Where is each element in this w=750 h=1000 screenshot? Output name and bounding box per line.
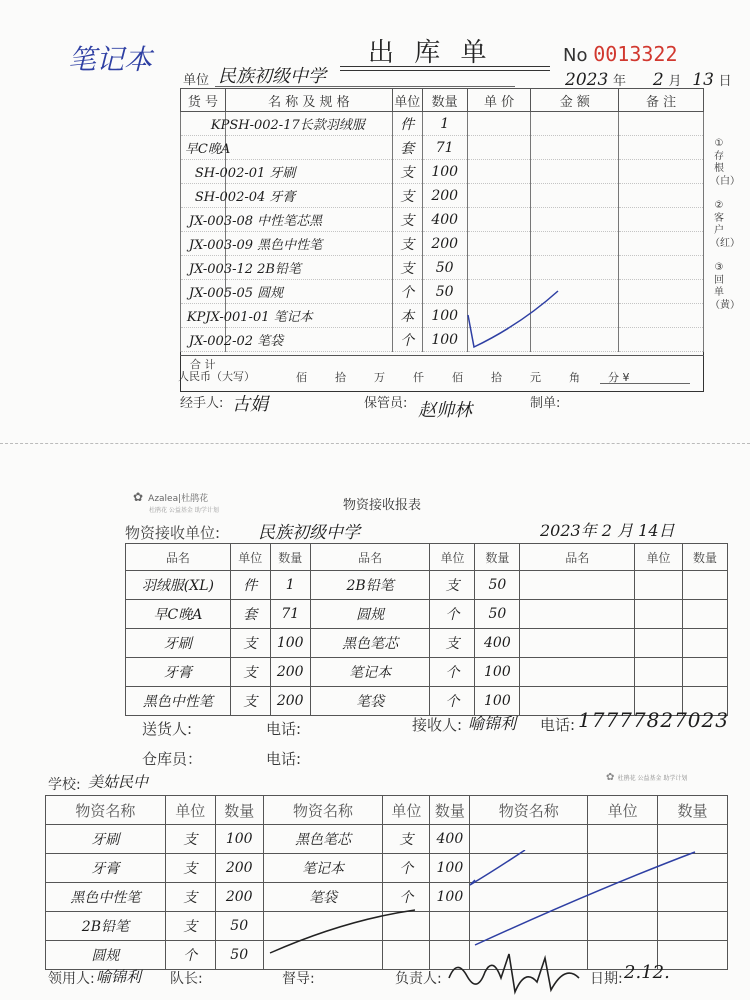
handler-signature: 古娟 <box>232 394 268 415</box>
date-label: 日期: <box>590 971 623 987</box>
table-cell: 牙膏 <box>126 658 231 687</box>
column-header: 数量 <box>215 796 263 825</box>
table-cell: 黑色中性笔 <box>126 687 231 716</box>
table-cell: 笔袋 <box>310 687 430 716</box>
column-header: 数量 <box>270 544 310 571</box>
table-cell: 支 <box>165 883 215 912</box>
table-cell: 50 <box>475 571 520 600</box>
legend-char: （黄） <box>710 299 740 311</box>
slip3-header-row <box>46 796 728 825</box>
qty-cell: 50 <box>422 280 467 304</box>
slip1-date: 2023 年 2 月 13 日 <box>565 70 732 90</box>
remark-cell <box>619 136 704 160</box>
amount-cell <box>531 136 619 160</box>
receiver-label: 接收人: <box>412 716 463 734</box>
column-header: 数量 <box>475 544 520 571</box>
qty-cell: 1 <box>422 112 467 136</box>
unit-value: 民族初级中学 <box>218 66 326 87</box>
date-value: 2.12. <box>624 962 670 983</box>
responsible-label: 负责人: <box>395 971 442 987</box>
column-header: 数量 <box>430 796 470 825</box>
table-cell <box>520 600 635 629</box>
name-spec-cell: SH-002-04 牙膏 <box>225 184 392 208</box>
legend-char: 客 <box>714 212 724 224</box>
table-cell: 200 <box>270 658 310 687</box>
table-cell: 黑色笔芯 <box>263 825 383 854</box>
table-cell: 个 <box>165 941 215 970</box>
column-header: 物资名称 <box>470 796 588 825</box>
column-header: 数量 <box>683 544 728 571</box>
unit-cell: 支 <box>392 232 422 256</box>
receive-date: 2023年 2 月 14日 <box>540 521 675 540</box>
table-cell: 个 <box>430 600 475 629</box>
table-cell <box>683 658 728 687</box>
column-header: 单位 <box>635 544 683 571</box>
sender-label: 送货人: <box>142 720 193 738</box>
slip1-table <box>180 88 704 352</box>
supervisor-label: 督导: <box>282 971 315 987</box>
slip1-header-row <box>181 89 704 112</box>
qty-cell: 200 <box>422 232 467 256</box>
rmb-unit: 分 ¥ <box>608 371 630 384</box>
remark-cell <box>619 112 704 136</box>
name-spec-cell: JX-005-05 圆规 <box>225 280 392 304</box>
table-cell: 支 <box>230 629 270 658</box>
handler-label: 经手人: <box>180 396 224 411</box>
amount-cell <box>531 112 619 136</box>
table-cell: 个 <box>383 883 430 912</box>
flower-icon: ✿ <box>133 490 144 504</box>
cancel-strokes <box>265 850 705 960</box>
name-spec-cell: KPSH-002-17长款羽绒服 <box>225 112 392 136</box>
qty-cell: 71 <box>422 136 467 160</box>
table-cell <box>520 571 635 600</box>
total-label: 合 计 <box>190 358 216 371</box>
table-cell <box>635 600 683 629</box>
table-row <box>181 232 704 256</box>
table-cell: 圆规 <box>46 941 166 970</box>
name-spec-cell: JX-002-02 笔袋 <box>225 328 392 352</box>
table-cell: 圆规 <box>310 600 430 629</box>
remark-cell <box>619 280 704 304</box>
col-price: 单 价 <box>467 89 531 112</box>
qty-cell: 100 <box>422 304 467 328</box>
table-cell: 100 <box>215 825 263 854</box>
leader-signature: 喻锦利 <box>96 968 142 986</box>
title-underline-2 <box>340 70 550 71</box>
table-cell <box>635 658 683 687</box>
legend-char: 回 <box>714 274 724 286</box>
school-label: 学校: <box>48 777 81 793</box>
leader-label: 领用人: <box>48 971 95 987</box>
column-header: 单位 <box>230 544 270 571</box>
table-cell: 支 <box>165 825 215 854</box>
perforation-line <box>0 443 750 444</box>
table-cell: 支 <box>383 825 430 854</box>
flower-icon-small: ✿ <box>606 772 615 783</box>
table-row <box>181 280 704 304</box>
name-spec-cell: JX-003-09 黑色中性笔 <box>225 232 392 256</box>
table-row <box>181 112 704 136</box>
amount-cell <box>531 160 619 184</box>
table-row <box>126 571 728 600</box>
receiver-phone-label: 电话: <box>540 716 576 734</box>
slip2-title: 物资接收报表 <box>343 498 422 513</box>
table-cell: 50 <box>215 912 263 941</box>
table-cell: 个 <box>383 854 430 883</box>
price-cell <box>467 136 531 160</box>
table-cell: 50 <box>215 941 263 970</box>
legend-char: 户 <box>714 225 724 236</box>
unit-cell: 本 <box>392 304 422 328</box>
check-stroke-1 <box>460 285 570 355</box>
receive-unit-label: 物资接收单位: <box>125 524 221 542</box>
legend-char: 存 <box>714 150 724 162</box>
column-header: 单位 <box>430 544 475 571</box>
qty-cell: 400 <box>422 208 467 232</box>
table-cell: 支 <box>165 912 215 941</box>
rmb-unit: 仟 <box>413 371 424 384</box>
table-cell <box>635 629 683 658</box>
amount-cell <box>531 256 619 280</box>
table-cell: 2B铅笔 <box>46 912 166 941</box>
col-unit: 单位 <box>392 89 422 112</box>
table-cell: 个 <box>430 658 475 687</box>
table-cell: 支 <box>430 629 475 658</box>
table-cell: 50 <box>475 600 520 629</box>
top-handwritten-note: 笔记本 <box>68 43 153 76</box>
receiver-signature: 喻锦利 <box>468 714 517 733</box>
unit-cell: 个 <box>392 328 422 352</box>
amount-cell <box>531 208 619 232</box>
table-cell: 100 <box>475 658 520 687</box>
legend-char: 单 <box>714 287 724 298</box>
remark-cell <box>619 184 704 208</box>
table-cell: 1 <box>270 571 310 600</box>
rmb-unit: 拾 <box>335 371 346 384</box>
qty-cell: 50 <box>422 256 467 280</box>
table-row <box>181 256 704 280</box>
remark-cell <box>619 232 704 256</box>
price-cell <box>467 112 531 136</box>
table-row <box>181 304 704 328</box>
remark-cell <box>619 304 704 328</box>
price-cell <box>467 208 531 232</box>
legend-char: ② <box>714 200 724 211</box>
column-header: 物资名称 <box>46 796 166 825</box>
table-cell: 200 <box>215 883 263 912</box>
col-remark: 备 注 <box>619 89 704 112</box>
amount-cell <box>531 184 619 208</box>
table-cell: 黑色笔芯 <box>310 629 430 658</box>
table-cell: 200 <box>215 854 263 883</box>
slip1-title: 出 库 单 <box>368 38 493 68</box>
table-cell: 牙膏 <box>46 854 166 883</box>
unit-cell: 支 <box>392 256 422 280</box>
total-divider <box>180 355 704 356</box>
legend-char: 根 <box>714 163 724 174</box>
qty-cell: 100 <box>422 328 467 352</box>
name-spec-cell: JX-003-08 中性笔芯黑 <box>225 208 392 232</box>
table-cell: 71 <box>270 600 310 629</box>
receiver-phone: 17777827023 <box>578 708 729 732</box>
table-cell: 笔袋 <box>263 883 383 912</box>
remark-cell <box>619 160 704 184</box>
table-cell: 支 <box>230 687 270 716</box>
table-row <box>181 136 704 160</box>
rmb-unit: 万 <box>374 371 385 384</box>
table-cell: 400 <box>430 825 470 854</box>
responsible-signature <box>445 948 595 998</box>
table-cell: 笔记本 <box>263 854 383 883</box>
column-header: 单位 <box>165 796 215 825</box>
col-amount: 金 额 <box>531 89 619 112</box>
legend-char: ① <box>714 138 724 149</box>
rmb-unit: 佰 <box>296 371 307 384</box>
captain-label: 队长: <box>170 971 203 987</box>
table-cell: 套 <box>230 600 270 629</box>
remark-cell <box>619 328 704 352</box>
table-cell: 100 <box>475 687 520 716</box>
table-row <box>126 629 728 658</box>
rmb-label: 人民币（大写） <box>178 370 255 383</box>
unit-underline <box>215 86 515 87</box>
remark-cell <box>619 256 704 280</box>
unit-cell: 套 <box>392 136 422 160</box>
table-row <box>181 184 704 208</box>
col-qty: 数量 <box>422 89 467 112</box>
table-cell: 100 <box>430 883 470 912</box>
name-spec-cell: KPJX-001-01 笔记本 <box>225 304 392 328</box>
column-header: 物资名称 <box>263 796 383 825</box>
copy-legend <box>710 138 740 312</box>
table-row <box>181 208 704 232</box>
amount-cell <box>531 232 619 256</box>
table-cell: 个 <box>430 687 475 716</box>
keeper-label: 保管员: <box>364 396 408 411</box>
keeper-signature: 赵帅林 <box>418 400 472 421</box>
table-row <box>181 160 704 184</box>
table-cell: 羽绒服(XL) <box>126 571 231 600</box>
table-cell: 早C晚A <box>126 600 231 629</box>
rmb-unit: 角 <box>569 371 580 384</box>
name-spec-cell: SH-002-01 牙刷 <box>225 160 392 184</box>
table-cell: 支 <box>430 571 475 600</box>
warehouse-phone-label: 电话: <box>266 750 302 768</box>
warehouse-label: 仓库员： <box>142 750 203 768</box>
sender-phone-label: 电话: <box>266 720 302 738</box>
table-cell: 笔记本 <box>310 658 430 687</box>
price-cell <box>467 232 531 256</box>
unit-cell: 支 <box>392 184 422 208</box>
table-row <box>181 328 704 352</box>
table-cell <box>683 600 728 629</box>
unit-cell: 支 <box>392 160 422 184</box>
column-header: 品名 <box>520 544 635 571</box>
table-cell <box>520 629 635 658</box>
rmb-underline <box>600 383 690 384</box>
table-cell: 牙刷 <box>126 629 231 658</box>
slip2-header-row <box>126 544 728 571</box>
table-cell: 牙刷 <box>46 825 166 854</box>
rmb-unit: 拾 <box>491 371 502 384</box>
table-cell: 400 <box>475 629 520 658</box>
legend-char: ③ <box>714 262 724 273</box>
table-cell: 支 <box>230 658 270 687</box>
unit-cell: 个 <box>392 280 422 304</box>
column-header: 数量 <box>658 796 728 825</box>
unit-cell: 件 <box>392 112 422 136</box>
name-spec-cell: 早C晚A <box>225 136 392 160</box>
table-cell: 件 <box>230 571 270 600</box>
slip2-table <box>125 543 728 716</box>
table-cell: 黑色中性笔 <box>46 883 166 912</box>
serial-number: No 0013322 <box>563 42 678 66</box>
table-cell: 200 <box>270 687 310 716</box>
receive-unit-value: 民族初级中学 <box>258 523 360 543</box>
column-header: 品名 <box>126 544 231 571</box>
table-cell <box>520 658 635 687</box>
price-cell <box>467 256 531 280</box>
price-cell <box>467 184 531 208</box>
table-cell: 支 <box>165 854 215 883</box>
azalea-logo-small: ✿ 杜鹃花 公益基金 助学计划 <box>606 772 688 783</box>
school-value: 美姑民中 <box>88 773 149 791</box>
table-cell <box>683 629 728 658</box>
table-cell: 2B铅笔 <box>310 571 430 600</box>
unit-label: 单位 <box>183 73 210 88</box>
legend-char: （红） <box>710 237 740 249</box>
remark-cell <box>619 208 704 232</box>
table-cell <box>635 571 683 600</box>
title-underline <box>340 66 550 67</box>
price-cell <box>467 160 531 184</box>
table-cell <box>683 571 728 600</box>
column-header: 单位 <box>383 796 430 825</box>
rmb-unit: 佰 <box>452 371 463 384</box>
qty-cell: 100 <box>422 160 467 184</box>
name-spec-cell: JX-003-12 2B铅笔 <box>225 256 392 280</box>
table-row <box>126 600 728 629</box>
column-header: 品名 <box>310 544 430 571</box>
col-item-no: 货 号 <box>181 89 226 112</box>
col-name-spec: 名 称 及 规 格 <box>225 89 392 112</box>
legend-char: （白） <box>710 175 740 187</box>
maker-label: 制单: <box>530 396 561 411</box>
table-cell: 100 <box>430 854 470 883</box>
rmb-unit: 元 <box>530 371 541 384</box>
table-cell: 100 <box>270 629 310 658</box>
qty-cell: 200 <box>422 184 467 208</box>
unit-cell: 支 <box>392 208 422 232</box>
column-header: 单位 <box>588 796 658 825</box>
table-row <box>126 658 728 687</box>
azalea-logo: ✿ Azalea|杜鹃花 杜鹃花 公益基金 助学计划 <box>133 490 219 514</box>
